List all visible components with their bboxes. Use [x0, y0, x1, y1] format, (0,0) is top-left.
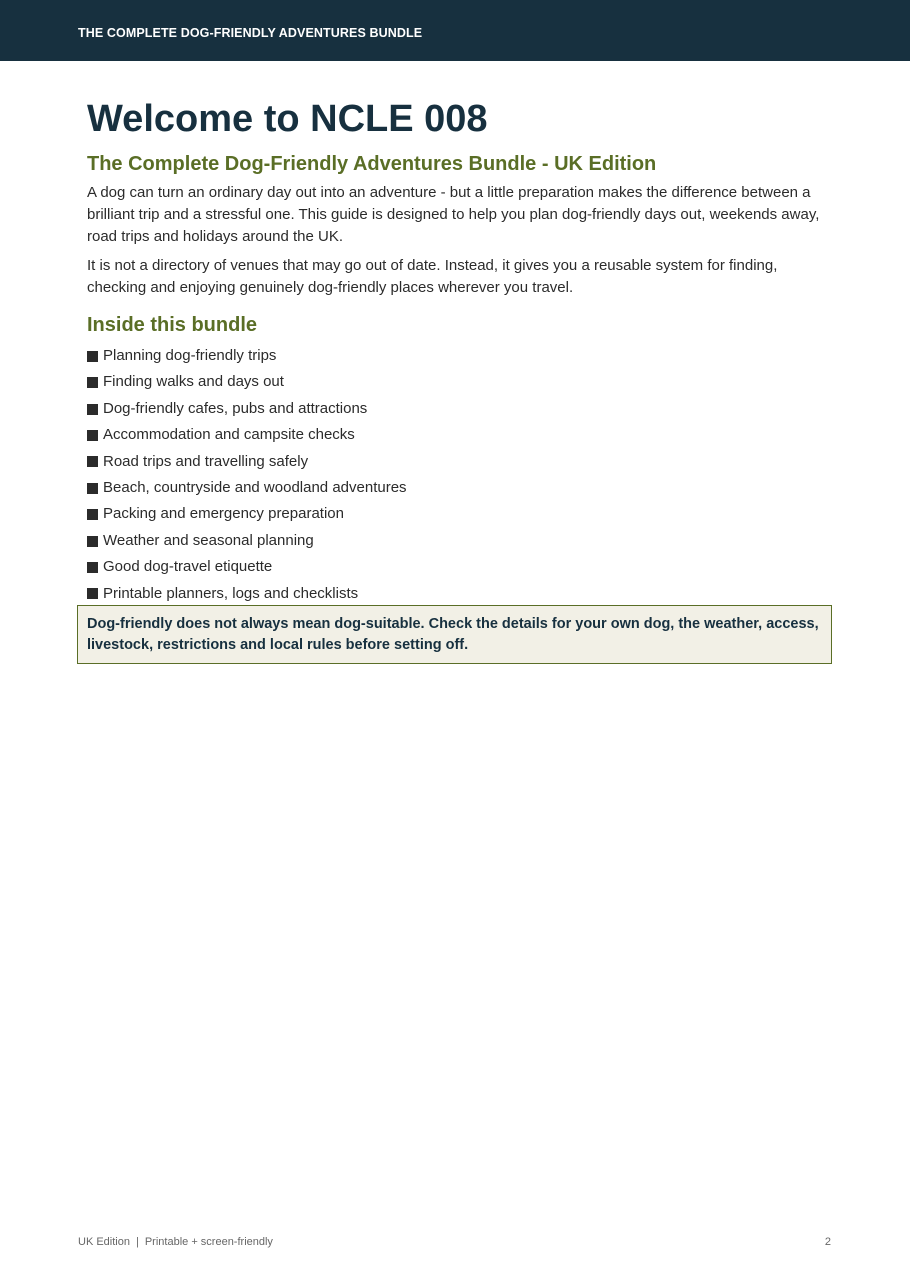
list-item-label: Planning dog-friendly trips [103, 347, 277, 364]
list-item-label: Road trips and travelling safely [103, 452, 309, 470]
square-bullet-icon [87, 351, 98, 362]
list-item-label: Finding walks and days out [103, 373, 284, 391]
intro-paragraph: It is not a directory of venues that may go out of date. Instead, it gives you a reusable system for finding, checking and enjoying genuinely dog-friendly places wherever you travel. [87, 257, 778, 296]
section-heading-inside-bundle: Inside this bundle [87, 314, 258, 336]
square-bullet-icon [87, 536, 98, 547]
footer-format: Printable + screen-friendly [144, 1236, 273, 1248]
list-item-label: Packing and emergency preparation [103, 505, 344, 523]
main-content [87, 96, 827, 607]
square-bullet-icon [87, 430, 98, 441]
square-bullet-icon [87, 404, 98, 415]
warning-note-box: Dog-friendly does not always mean dog-suitable. Check the details for your own dog, the weather, access, livestock, restrictions and local rules before setting off. [77, 605, 832, 664]
list-item [87, 475, 827, 501]
footer-separator: | [135, 1236, 139, 1248]
square-bullet-icon [87, 588, 98, 599]
square-bullet-icon [87, 483, 98, 494]
square-bullet-icon [87, 377, 98, 388]
list-item [87, 422, 827, 448]
list-item [87, 554, 827, 580]
list-item [87, 581, 827, 607]
bundle-contents-list [87, 343, 827, 607]
list-item [87, 528, 827, 554]
list-item [87, 369, 827, 395]
intro-paragraph: A dog can turn an ordinary day out into an adventure - but a little preparation makes the difference between a brilliant trip and a stressful one. This guide is designed to help you plan dog-friendly days out, weekends away, road trips and holidays around the UK. [87, 184, 820, 245]
list-item [87, 449, 827, 475]
list-item-label: Good dog-travel etiquette [103, 558, 273, 576]
list-item-label: Accommodation and campsite checks [103, 426, 355, 444]
list-item-label: Dog-friendly cafes, pubs and attractions [103, 399, 368, 417]
list-item [87, 396, 827, 422]
square-bullet-icon [87, 562, 98, 573]
list-item [87, 343, 827, 369]
list-item [87, 501, 827, 527]
header-title: THE COMPLETE DOG-FRIENDLY ADVENTURES BUNDLE [78, 26, 423, 40]
list-item-label: Weather and seasonal planning [103, 531, 314, 549]
header-bar [0, 0, 910, 61]
square-bullet-icon [87, 456, 98, 467]
page-number: 2 [824, 1236, 831, 1248]
list-item-label: Printable planners, logs and checklists [103, 584, 359, 602]
list-item-label: Beach, countryside and woodland adventures [103, 479, 407, 497]
footer-edition: UK Edition [78, 1236, 130, 1248]
page-title: Welcome to NCLE 008 [87, 98, 488, 140]
page-subtitle: The Complete Dog-Friendly Adventures Bundle - UK Edition [87, 153, 657, 175]
square-bullet-icon [87, 509, 98, 520]
footer-info [78, 1236, 273, 1248]
